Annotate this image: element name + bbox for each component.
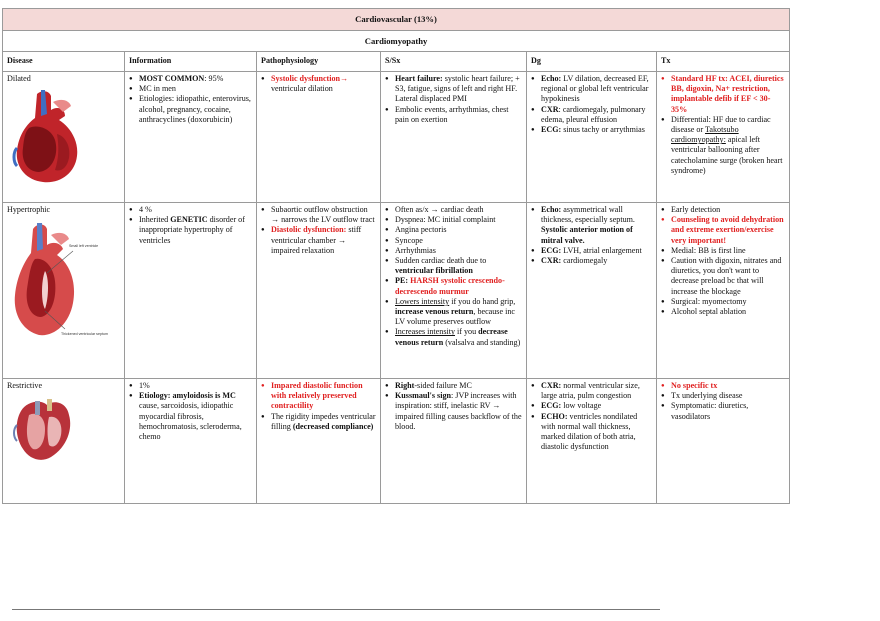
list-item: ● Echo: asymmetrical wall thickness, especially septum. Systolic anterior motion of mitral valve.	[541, 205, 652, 246]
list-item: ● Early detection	[671, 205, 785, 215]
list-item: ● MOST COMMON: 95%	[139, 74, 252, 84]
list-item: ● Symptomatic: diuretics, vasodilators	[671, 401, 785, 421]
list-item: ● Etiologies: idiopathic, enterovirus, alcohol, pregnancy, cocaine, anthracyclines (doxorubicin)	[139, 94, 252, 125]
list-item: ● 4 %	[139, 205, 252, 215]
list-item: ● CXR: cardiomegaly	[541, 256, 652, 266]
cardiomyopathy-sheet	[2, 8, 789, 504]
list-item: ● Syncope	[395, 236, 522, 246]
list-item: ● ECG: sinus tachy or arrythmias	[541, 125, 652, 135]
list-item: ● MC in men	[139, 84, 252, 94]
table-row	[3, 203, 790, 379]
tx-cell	[657, 203, 790, 379]
list-item: ● PE: HARSH systolic crescendo-decrescendo murmur	[395, 276, 522, 296]
tx-cell	[657, 379, 790, 504]
list-item: ● Subaortic outflow obstruction → narrows the LV outflow tract	[271, 205, 376, 225]
disease-cell	[3, 379, 125, 504]
restrictive-heart-illustration	[7, 395, 79, 465]
dg-cell	[527, 203, 657, 379]
list-item: ● CXR: cardiomegaly, pulmonary edema, pleural effusion	[541, 105, 652, 125]
list-item: ● Increases intensity if you decrease venous return (valsalva and standing)	[395, 327, 522, 347]
list-item: ● ECHO: ventricles nondilated with normal wall thickness, marked dilation of both atria, diastolic dysfunction	[541, 412, 652, 453]
pathophysiology-cell	[257, 379, 381, 504]
ssx-cell	[381, 379, 527, 504]
label-thickened-septum: Thickened ventricular septum	[61, 332, 108, 337]
information-cell	[125, 203, 257, 379]
list-item: ● Systolic dysfunction→ ventricular dilation	[271, 74, 376, 94]
list-item: ● Counseling to avoid dehydration and extreme exertion/exercise very important!	[671, 215, 785, 246]
header-ssx: S/Sx	[381, 52, 527, 72]
cardiomyopathy-table	[2, 8, 790, 504]
ssx-cell	[381, 203, 527, 379]
header-disease: Disease	[3, 52, 125, 72]
information-cell	[125, 379, 257, 504]
header-tx: Tx	[657, 52, 790, 72]
header-pathophysiology: Pathophysiology	[257, 52, 381, 72]
tx-cell	[657, 72, 790, 203]
list-item: ● Heart failure: systolic heart failure; + S3, fatigue, signs of left and right HF. Lateral displaced PMI	[395, 74, 522, 105]
table-row	[3, 72, 790, 203]
list-item: ● Alcohol septal ablation	[671, 307, 785, 317]
header-dg: Dg	[527, 52, 657, 72]
list-item: ● Diastolic dysfunction: stiff ventricular chamber → impaired relaxation	[271, 225, 376, 256]
list-item: ● The rigidity impedes ventricular filling (decreased compliance)	[271, 412, 376, 432]
header-information: Information	[125, 52, 257, 72]
list-item: ● No specific tx	[671, 381, 785, 391]
list-item: ● ECG: low voltage	[541, 401, 652, 411]
list-item: ● Embolic events, arrhythmias, chest pain on exertion	[395, 105, 522, 125]
information-cell	[125, 72, 257, 203]
list-item: ● Often as/x → cardiac death	[395, 205, 522, 215]
footer-divider	[12, 609, 660, 610]
list-item: ● ECG: LVH, atrial enlargement	[541, 246, 652, 256]
label-small-left-ventricle: Small left ventricle	[69, 244, 99, 249]
disease-name: Hypertrophic	[7, 205, 51, 214]
pathophysiology-cell	[257, 72, 381, 203]
list-item: ● Etiology: amyloidosis is MC cause, sarcoidosis, idiopathic myocardial fibrosis, hemochromatosis, scleroderma, chemo	[139, 391, 252, 442]
list-item: ● Standard HF tx: ACEI, diuretics BB, digoxin, Na+ restriction, implantable defib if EF < 30-35%	[671, 74, 785, 115]
list-item: ● Sudden cardiac death due to ventricular fibrillation	[395, 256, 522, 276]
disease-name: Restrictive	[7, 381, 43, 390]
dilated-heart-illustration	[7, 88, 89, 188]
list-item: ● Caution with digoxin, nitrates and diuretics, you don't want to decrease preload bc that will increase the blockage	[671, 256, 785, 297]
list-item: ● Lowers intensity if you do hand grip, increase venous return, because inc LV volume preserves outflow	[395, 297, 522, 328]
list-item: ● Right-sided failure MC	[395, 381, 522, 391]
list-item: ● Kussmaul's sign: JVP increases with inspiration: stiff, inelastic RV → impaired filling causes backflow of the blood.	[395, 391, 522, 432]
list-item: ● Inherited GENETIC disorder of inappropriate hypertrophy of ventricles	[139, 215, 252, 246]
disease-name: Dilated	[7, 74, 31, 83]
list-item: ● Dyspnea: MC initial complaint	[395, 215, 522, 225]
list-item: ● Medial: BB is first line	[671, 246, 785, 256]
list-item: ● Surgical: myomectomy	[671, 297, 785, 307]
pathophysiology-cell	[257, 203, 381, 379]
table-row	[3, 379, 790, 504]
section-title: Cardiomyopathy	[3, 31, 790, 52]
disease-cell	[3, 72, 125, 203]
header-row	[3, 52, 790, 72]
list-item: ● CXR: normal ventricular size, large atria, pulm congestion	[541, 381, 652, 401]
list-item: ● Tx underlying disease	[671, 391, 785, 401]
ssx-cell	[381, 72, 527, 203]
list-item: ● Impared diastolic function with relatively preserved contractility	[271, 381, 376, 412]
list-item: ● 1%	[139, 381, 252, 391]
dg-cell	[527, 379, 657, 504]
list-item: ● Angina pectoris	[395, 225, 522, 235]
list-item: ● Arrhythmias	[395, 246, 522, 256]
hypertrophic-heart-illustration	[7, 219, 108, 347]
list-item: ● Echo: LV dilation, decreased EF, regional or global left ventricular hypokinesis	[541, 74, 652, 105]
page-title: Cardiovascular (13%)	[3, 9, 790, 31]
disease-cell	[3, 203, 125, 379]
list-item: ● Differential: HF due to cardiac disease or Takotsubo cardiomyopathy: apical left ventricular ballooning after catecholamine surge (broken heart syndrome)	[671, 115, 785, 176]
dg-cell	[527, 72, 657, 203]
